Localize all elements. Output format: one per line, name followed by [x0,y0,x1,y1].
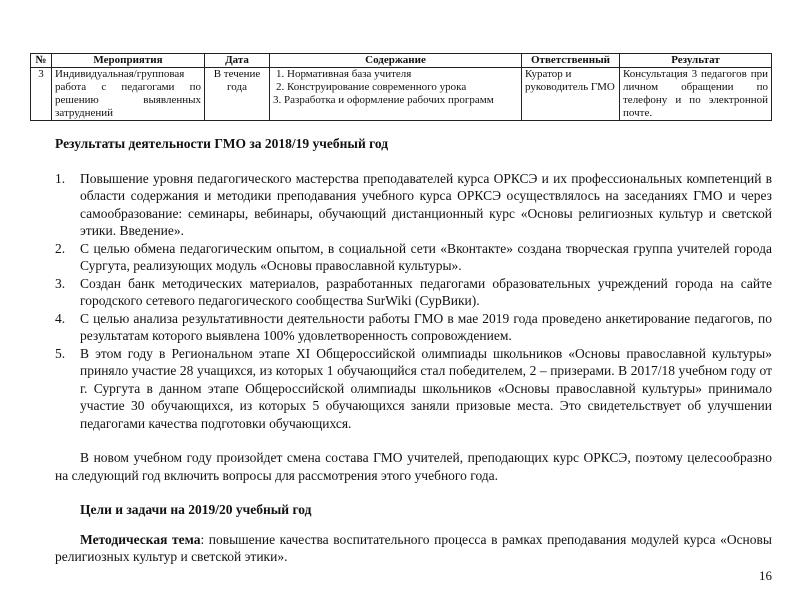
content-item: 1. Нормативная база учителя [276,68,412,80]
results-list [55,170,772,433]
col-header-num: № [31,54,52,68]
cell-date: В течение года [205,68,270,121]
col-header-date: Дата [205,54,270,68]
col-header-events: Мероприятия [52,54,205,68]
item-number: 2. [55,240,66,256]
list-item [55,275,772,310]
item-number: 3. [55,275,66,291]
next-year-paragraph: В новом учебном году произойдет смена состава ГМО учителей, преподающих курс ОРКСЭ, поэтому целесообразно на следующий год включить вопросы для рассмотрения этого учебного года. [55,450,772,483]
content-item: 3. Разработка и оформление рабочих программ [273,94,494,106]
method-theme [55,531,772,566]
cell-result: Консультация 3 педагогов при личном обращении по телефону и по электронной почте. [620,68,772,121]
item-number: 1. [55,170,66,186]
item-number: 4. [55,310,66,326]
list-item [55,170,772,240]
cell-responsible: Куратор и руководитель ГМО [522,68,620,121]
method-theme-label: Методическая тема [80,531,201,547]
content-item: 2. Конструирование современного урока [276,81,467,93]
table-row [31,68,772,121]
next-year-paragraph-wrap [55,449,772,484]
item-text: В этом году в Региональном этапе XI Общероссийской олимпиады школьников «Основы православной культуры» приняло участие 28 учащихся, из которых 1 обучающийся стал победителем, 2 – призерами. В 2017/18 учебном году от г. Сургута в данном этапе Общероссийской олимпиады школьников «Основы православной культуры» принимало участие 30 обучающихся, из которых 5 обучающихся заняли призовые места. Это свидетельствует об улучшении педагогами качества подготовки обучающихся. [80,345,772,431]
item-text: Создан банк методических материалов, разработанных педагогами образовательных учреждений города на сайте городского сетевого педагогического сообщества SurWiki (СурВики). [80,275,772,308]
method-theme-text: : повышение качества воспитательного процесса в рамках преподавания модулей курса «Основы религиозных культур и светской этики». [55,531,772,564]
item-text: С целью анализа результативности деятельности работы ГМО в мае 2019 года проведено анкетирование педагогов, по результатам которого выявлена 100% удовлетворенность сопровождением. [80,310,772,343]
cell-content [270,68,522,121]
goals-heading: Цели и задачи на 2019/20 учебный год [80,502,312,517]
item-text: С целью обмена педагогическим опытом, в социальной сети «Вконтакте» создана творческая группа учителей города Сургута, реализующих модуль «Основы православной культуры». [80,240,772,273]
table-header-row [31,54,772,68]
list-item [55,345,772,433]
col-header-responsible: Ответственный [522,54,620,68]
list-item [55,310,772,345]
page-number: 16 [759,567,772,583]
col-header-result: Результат [620,54,772,68]
results-heading: Результаты деятельности ГМО за 2018/19 учебный год [55,136,389,151]
col-header-content: Содержание [270,54,522,68]
list-item [55,240,772,275]
item-number: 5. [55,345,66,361]
cell-num: 3 [31,68,52,121]
item-text: Повышение уровня педагогического мастерства преподавателей курса ОРКСЭ и их профессиональных компетенций в области содержания и методики преподавания учебного курса ОРКСЭ осуществлялось на заседаниях ГМО и через самообразование: семинары, вебинары, обучающий дистанционный курс «Основы религиозных культур и светской этики. Введение». [80,170,772,238]
cell-event: Индивидуальная/групповая работа с педагогами по решению выявленных затруднений [52,68,205,121]
events-table [30,53,772,121]
